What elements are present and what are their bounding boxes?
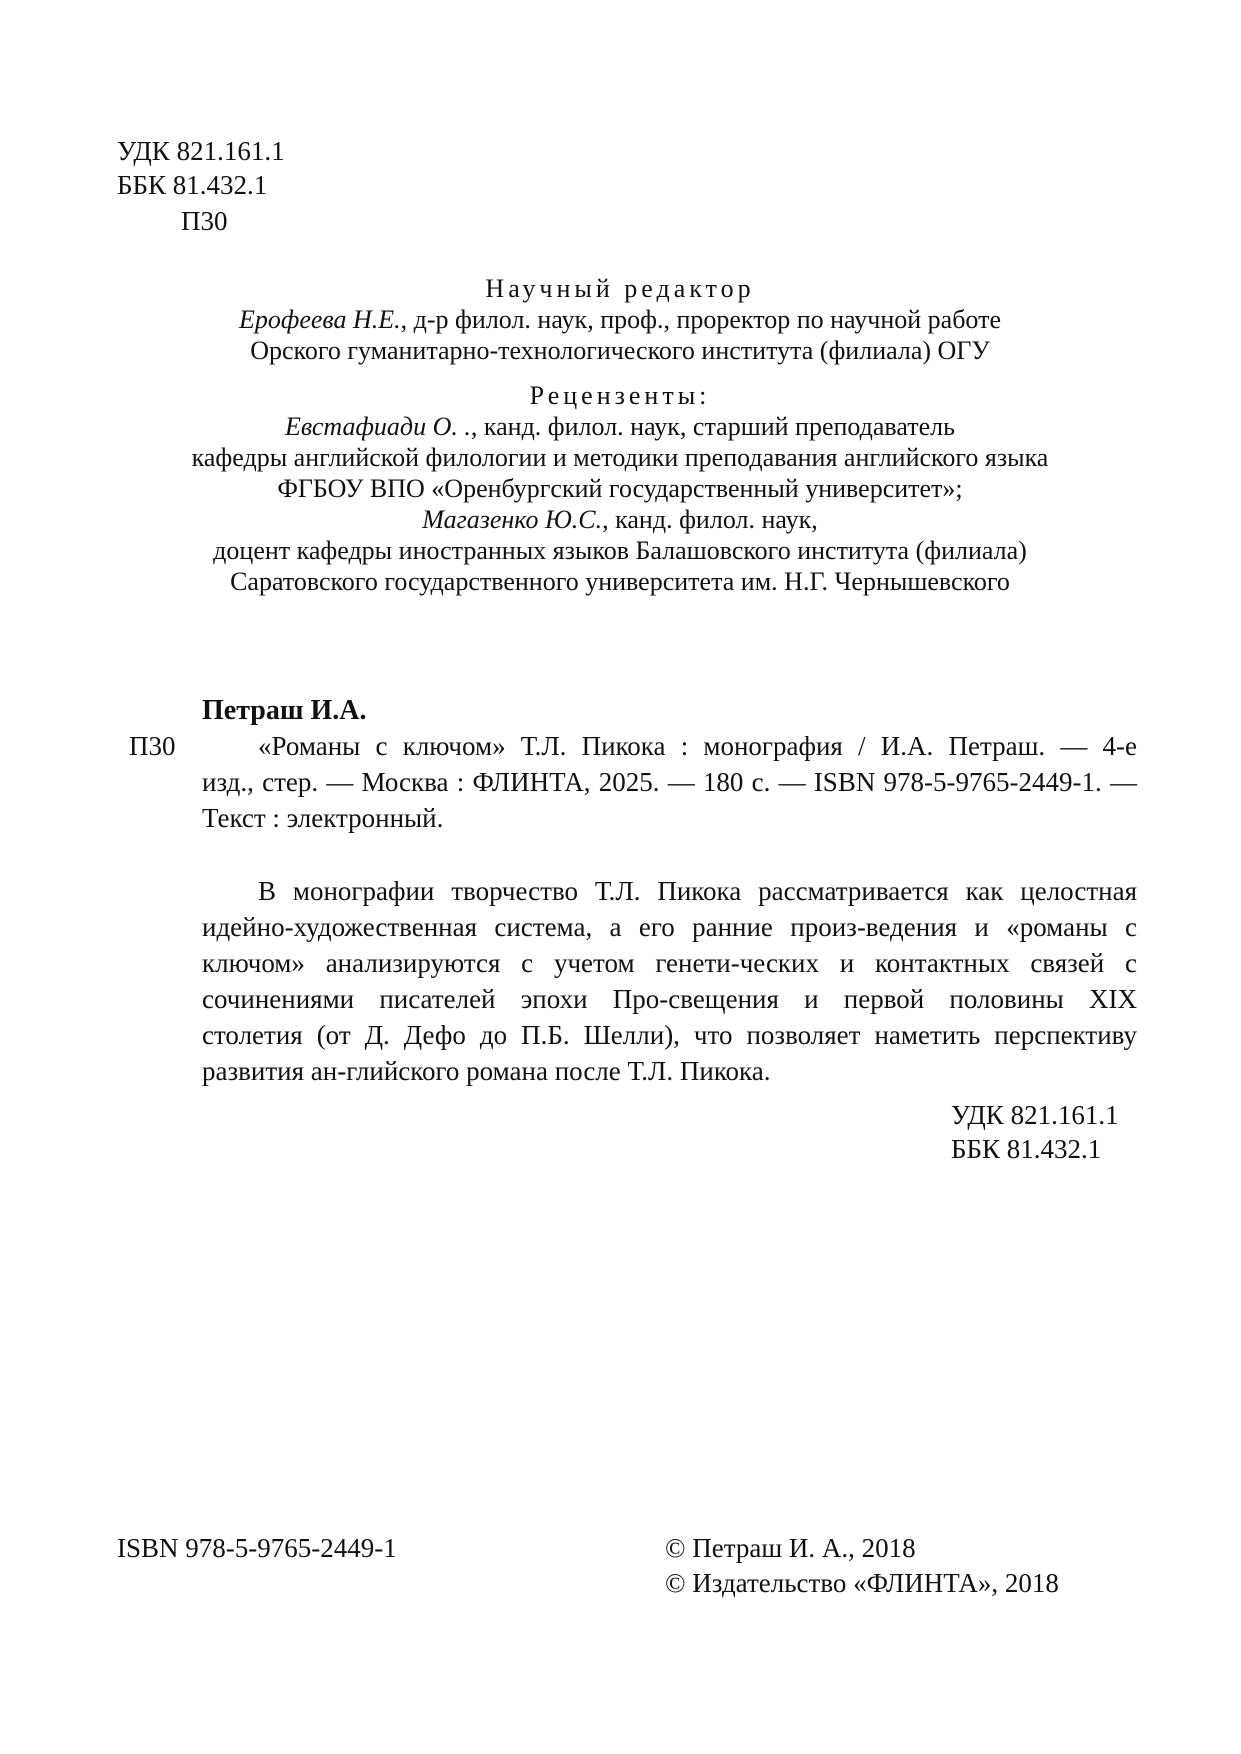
editor-line-1 [180,304,1060,335]
reviewer1-name: Евстафиади О. . [285,412,471,441]
credits-block [180,273,1060,597]
annotation-line: В монографии творчество Т.Л. Пикока рассматривается как целостная [258,876,1137,906]
editor-name: Ерофеева Н.Е. [238,305,401,334]
copyright-publisher: © Издательство «ФЛИНТА», 2018 [665,1568,1059,1598]
bbk-code-bottom: ББК 81.432.1 [951,1134,1102,1164]
reviewer2-name: Магазенко Ю.С. [422,505,603,534]
bbk-code-top: ББК 81.432.1 [117,170,268,200]
isbn-footer: ISBN 978-5-9765-2449-1 [117,1533,397,1563]
author-sign-top: П30 [181,206,228,236]
record-author: Петраш И.А. [202,695,367,726]
annotation-line: сочинениями писателей эпохи Про-свещения и первой половины XIX [202,984,1137,1014]
reviewer1-line-2: кафедры английской филологии и методики преподавания английского языка [191,443,1049,472]
reviewer1-line-3: ФГБОУ ВПО «Оренбургский государственный университет»; [277,474,963,503]
copyright-author: © Петраш И. А., 2018 [665,1533,916,1563]
reviewers-heading: Рецензенты: [529,381,711,410]
reviewer2-line-2: доцент кафедры иностранных языков Балашовского института (филиала) [213,536,1027,565]
author-sign-side: П30 [129,731,176,761]
reviewer2-line-3: Саратовского государственного университета им. Н.Г. Чернышевского [230,567,1010,596]
annotation-line: столетия (от Д. Дефо до П.Б. Шелли), что позволяет наметить перспективу [202,1020,1137,1050]
editor-line-2: Орского гуманитарно-технологического института (филиала) ОГУ [250,336,990,365]
bibliographic-description [202,728,1137,836]
reviewer1-credentials: , канд. филол. наук, старший преподаватель [470,412,955,441]
reviewer1-line-1 [180,411,1060,442]
annotation-line: развития ан-глийского романа после Т.Л. Пикока. [202,1056,771,1086]
udk-code-bottom: УДК 821.161.1 [951,1100,1119,1130]
bib-line-2: изд., стер. — Москва : ФЛИНТА, 2025. — 180 с. — ISBN 978-5-9765-2449-1. — [202,767,1137,797]
editor-credentials: , д-р филол. наук, проф., проректор по научной работе [400,305,1001,334]
reviewer2-credentials: , канд. филол. наук, [602,505,818,534]
annotation-line: ключом» анализируются с учетом генети-ческих и контактных связей с [202,948,1137,978]
annotation-paragraph [202,873,1137,1089]
udk-code-top: УДК 821.161.1 [117,136,285,166]
bib-line-3: Текст : электронный. [202,803,444,833]
editor-heading: Научный редактор [485,274,755,303]
reviewer2-line-1 [180,504,1060,535]
annotation-line: идейно-художественная система, а его ранние произ-ведения и «романы с [202,912,1137,942]
bib-line-1: «Романы с ключом» Т.Л. Пикока : монография / И.А. Петраш. — 4-е [258,731,1137,761]
